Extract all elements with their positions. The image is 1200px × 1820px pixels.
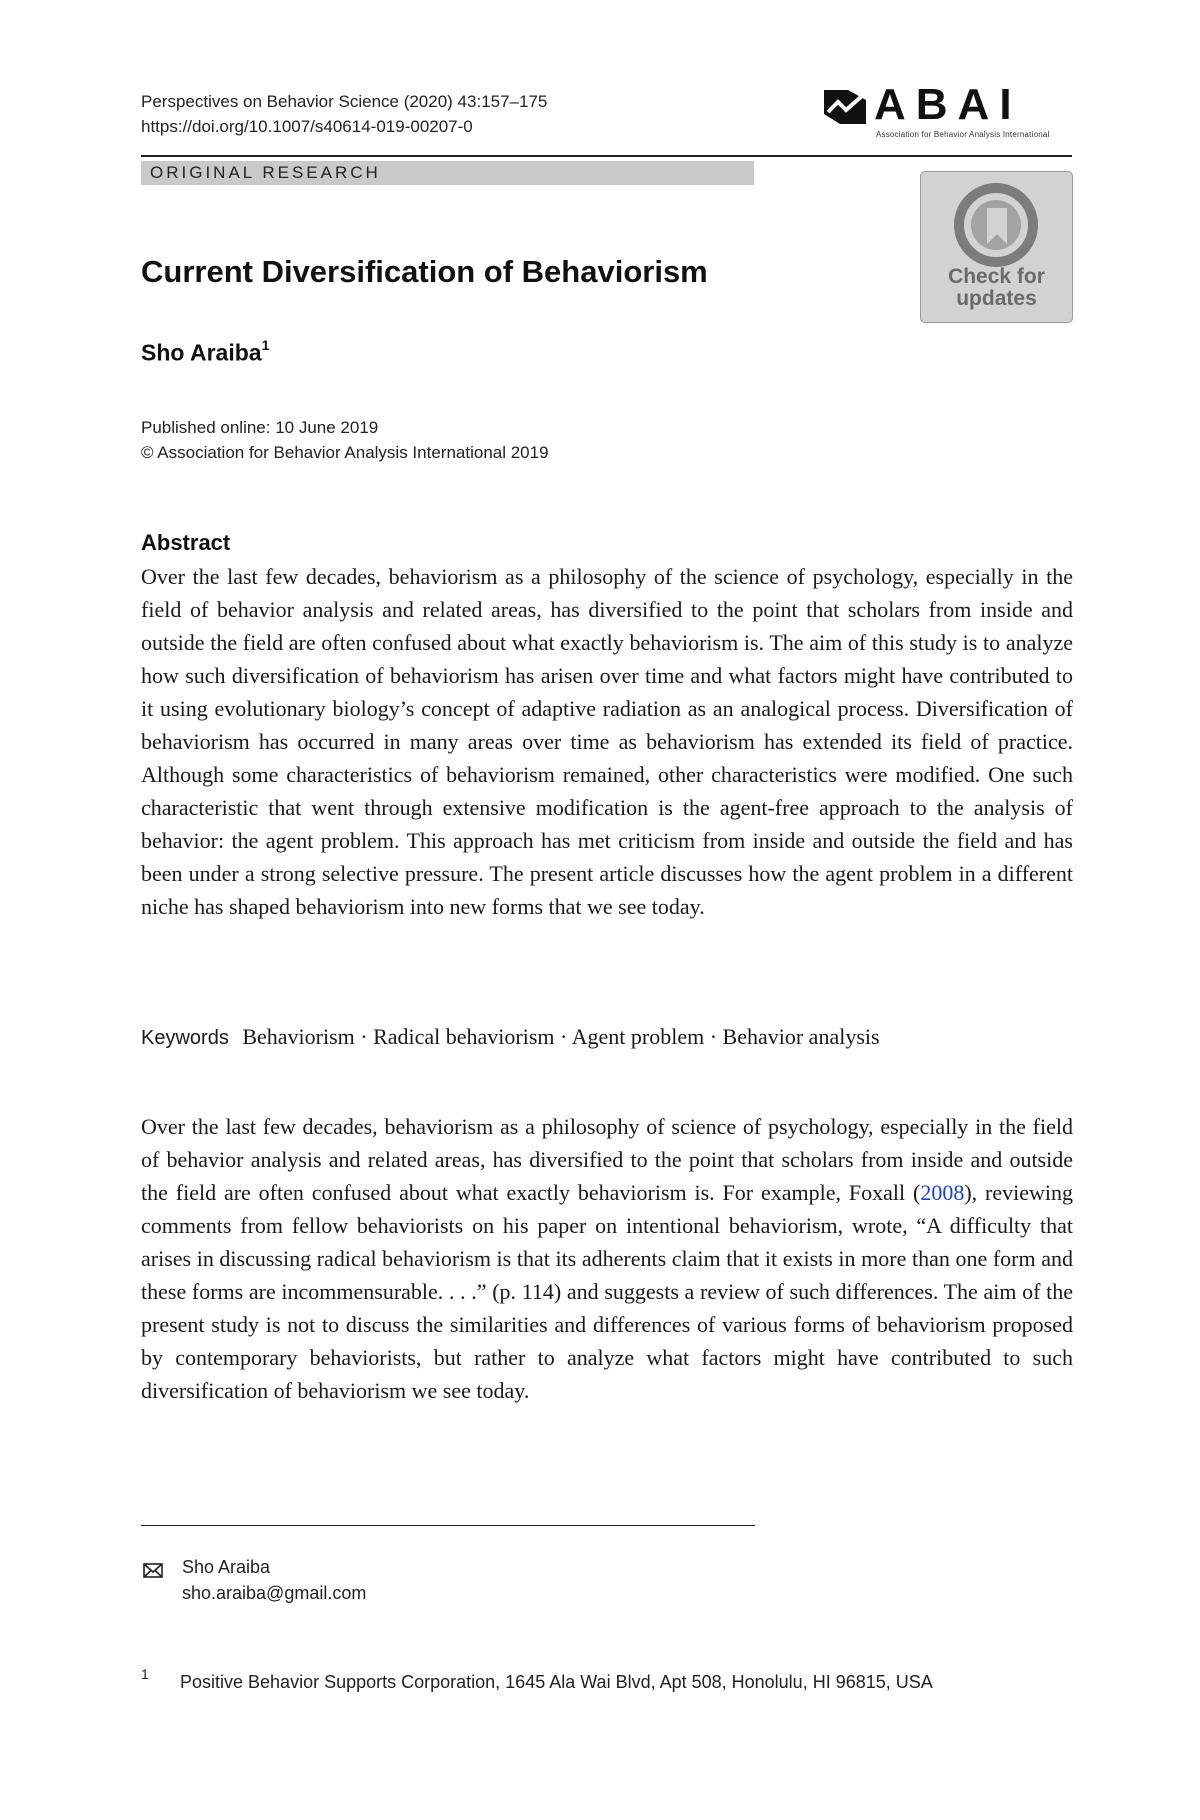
logo-tagline: Association for Behavior Analysis International xyxy=(876,130,1050,139)
affiliation-number: 1 xyxy=(141,1666,149,1682)
author-name: Sho Araiba xyxy=(141,339,262,366)
published-date: Published online: 10 June 2019 xyxy=(141,418,379,437)
footnote-rule xyxy=(141,1525,755,1526)
section-bar xyxy=(141,161,754,185)
doi-link[interactable]: https://doi.org/10.1007/s40614-019-00207-0 xyxy=(141,117,473,136)
journal-citation: Perspectives on Behavior Science (2020) 43:157–175 xyxy=(141,92,548,111)
check-for-updates-line1: Check for xyxy=(948,265,1045,288)
keywords xyxy=(141,1024,1081,1050)
abstract-text: Over the last few decades, behaviorism as a philosophy of the science of psychology, especially in the field of behavior analysis and related areas, has diversified to the point that scholars from inside and outside the field are often confused about what exactly behaviorism is. The aim of this study is to analyze how such diversification of behaviorism has arisen over time and what factors might have contributed to it using evolutionary biology’s concept of adaptive radiation as an analogical process. Diversification of behaviorism has occurred in many areas over time as behaviorism has extended its field of practice. Although some characteristics of behaviorism remained, other characteristics were modified. One such characteristic that went through extensive modification is the agent-free approach to the analysis of behavior: the agent problem. This approach has met criticism from inside and outside the field and has been under a strong selective pressure. The present article discusses how the agent problem in a different niche has shaped behaviorism into new forms that we see today. xyxy=(141,564,1073,919)
affiliation-text: Positive Behavior Supports Corporation, 1645 Ala Wai Blvd, Apt 508, Honolulu, HI 96815, USA xyxy=(180,1672,933,1692)
keywords-label: Keywords xyxy=(141,1027,229,1049)
check-for-updates-label xyxy=(921,266,1072,310)
keywords-list: Behaviorism · Radical behaviorism · Agent problem · Behavior analysis xyxy=(242,1024,880,1049)
article-title: Current Diversification of Behaviorism xyxy=(141,254,708,289)
envelope-icon xyxy=(143,1563,163,1578)
author xyxy=(141,339,269,367)
body-text-part1: Over the last few decades, behaviorism as a philosophy of science of psychology, especially in the field of behavior analysis and related areas, has diversified to the point that scholars from inside and outside the field are often confused about what exactly behaviorism is. For example, Foxall ( xyxy=(141,1114,1073,1205)
body-paragraph xyxy=(141,1110,1073,1407)
corresponding-author-email[interactable]: sho.araiba@gmail.com xyxy=(182,1583,367,1603)
logo-letters: ABAI xyxy=(874,80,1022,129)
abai-logo-mark-icon xyxy=(822,84,868,128)
abstract-heading: Abstract xyxy=(141,530,231,555)
section-label: ORIGINAL RESEARCH xyxy=(150,163,381,182)
copyright: © Association for Behavior Analysis International 2019 xyxy=(141,443,549,462)
check-for-updates-badge[interactable] xyxy=(920,171,1073,323)
citation-link[interactable]: 2008 xyxy=(920,1180,965,1205)
check-for-updates-icon xyxy=(953,182,1039,268)
header-rule xyxy=(141,155,1072,157)
author-affiliation-mark[interactable]: 1 xyxy=(261,337,270,353)
abai-logo xyxy=(822,80,1072,142)
corresponding-author-name: Sho Araiba xyxy=(182,1557,271,1577)
body-text-part2: ), reviewing comments from fellow behaviorists on his paper on intentional behaviorism, wrote, “A difficulty that arises in discussing radical behaviorism is that its adherents claim that it exists in more than one form and these forms are incommensurable. . . .” (p. 114) and suggests a review of such differences. The aim of the present study is not to discuss the similarities and differences of various forms of behaviorism proposed by contemporary behaviorists, but rather to analyze what factors might have contributed to such diversification of behaviorism we see today. xyxy=(141,1180,1074,1403)
check-for-updates-line2: updates xyxy=(956,287,1037,310)
